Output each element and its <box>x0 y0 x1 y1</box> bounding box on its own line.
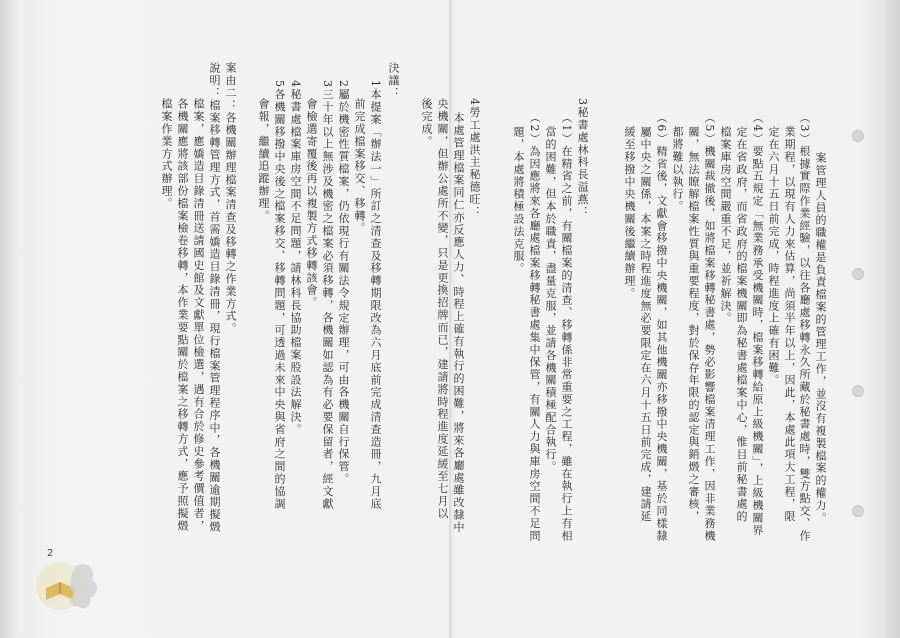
page-number: 2 <box>47 548 54 559</box>
text-column: 檔案作業方式辦理。 <box>160 98 173 210</box>
text-column: 業期程，以現有人力來估算，尚須半年以上，因此，本處此項大工程，限 <box>783 126 796 523</box>
punch-hole <box>852 385 864 397</box>
text-column: 案由二：各機關辦理檔案清查及移轉之作業方式。 <box>224 62 237 335</box>
text-column: 2屬於機密性質檔案，仍依現行有關法令規定辦理，可由各機關自行保管。 <box>337 80 350 486</box>
text-column: 緩至移撥中央機關後繼續辦理。 <box>623 126 636 300</box>
text-column: 檔案，應嬌造目錄清冊送請國史館及文獻單位檢選，遇有合於修史參考價值者， <box>192 98 205 532</box>
text-column: 當的困難，但本於職責，盡量克服，並請各機關積極配合執行。 <box>544 126 557 474</box>
text-column: （2）為因應將來各廳處檔案移轉秘書處集中保管，有關人力與庫房空間不足問 <box>528 112 541 542</box>
text-column: 央機關，但辦公處所不變，只是更換招牌而已，建請將時程進度延緩至七月以 <box>436 98 449 520</box>
text-column: 本處管理檔案同仁亦反應人力、時程上確有執行的困難，將來各廳處雖改隸中 <box>452 112 465 534</box>
text-column: 題，本處將積極設法克服。 <box>512 126 525 275</box>
page-fold <box>449 0 451 638</box>
text-column: 前完成檔案移交、移轉。 <box>353 98 366 235</box>
text-column: 1本提案「辦法一」所訂之清查及移轉期限改為六月底前完成清查造冊，九月底 <box>369 80 382 510</box>
text-column: 屬中央之關係，本案之時程進度無必要限定在六月十五日前完成，建請延 <box>639 126 652 523</box>
text-column: 說明：檔案移轉管理方式，首需嬌造目錄清冊，現行檔案管理程序中，各機關逾期擬燬 <box>208 62 221 534</box>
text-column: 各機關應將該部份檔案檢卷移轉，本作業要點關於檔案之移轉方式，應予照擬燬 <box>176 98 189 532</box>
text-column: 定在省政府，而省政府的檔案機關即為秘書處檔案中心，惟目前秘書處的 <box>735 126 748 523</box>
text-column: 3三十年以上無涉及機密之檔案必須移轉，各機關如認為有必要保留者，經文獻 <box>321 80 334 510</box>
punch-hole <box>852 505 864 517</box>
archive-seal-logo <box>30 548 125 618</box>
text-column: 都將難以執行。 <box>671 126 684 213</box>
punch-hole <box>852 268 864 280</box>
punch-hole <box>852 130 864 142</box>
text-column: 後完成。 <box>420 98 433 148</box>
text-column: 定在六月十五日前完成，時程進度上確有困難。 <box>767 126 780 387</box>
text-column: 會檢選寄覆後再以複製方式移轉該會。 <box>305 98 318 309</box>
text-column: 關，無法瞭解檔案性質與重要程度，對於保存年限的認定與銷燬之審核， <box>687 126 700 523</box>
text-column: 3秘書處林科長溢燕： <box>576 98 589 218</box>
text-column: 檔案庫房空間嚴重不足，並祈解決。 <box>719 126 732 325</box>
text-column: （6）精省後，文獻會移撥中央機關，如其他機關亦移撥中央機關，基於同樣隸 <box>655 112 668 542</box>
text-column: （5）機關裁撤後，如將檔案移轉秘書處，勢必影響檔案清理工作，因非業務機 <box>703 112 716 542</box>
text-column: （4）要點五規定「無業務承受機關時，檔案移轉給原上級機關」，上級機關界 <box>751 112 764 537</box>
text-column: 4勞工處洪主秘德旺： <box>468 98 481 218</box>
text-column: 會報，繼續追蹤辦理。 <box>257 98 270 222</box>
text-column: （3）根據實際作業經驗，以往各廳處移轉永久所藏於秘書處時，雙方點交、作 <box>798 112 811 542</box>
text-column: 5各機關移撥中央後之檔案移交、移轉問題，可透過未來中央與省府之間的協調 <box>273 80 286 510</box>
text-column: （1）在精省之前，有關檔案的清查、移轉係非常重要之工程，雖在執行上有相 <box>560 112 573 542</box>
text-column: 決議： <box>387 62 400 100</box>
text-column: 4秘書處檔案庫房空間不足問題，請林科長協助檔案股設法解決。 <box>289 80 302 436</box>
text-column: 案管理人員的職權是負責檔案的管理工作，並沒有複製檔案的權力。 <box>814 152 827 524</box>
